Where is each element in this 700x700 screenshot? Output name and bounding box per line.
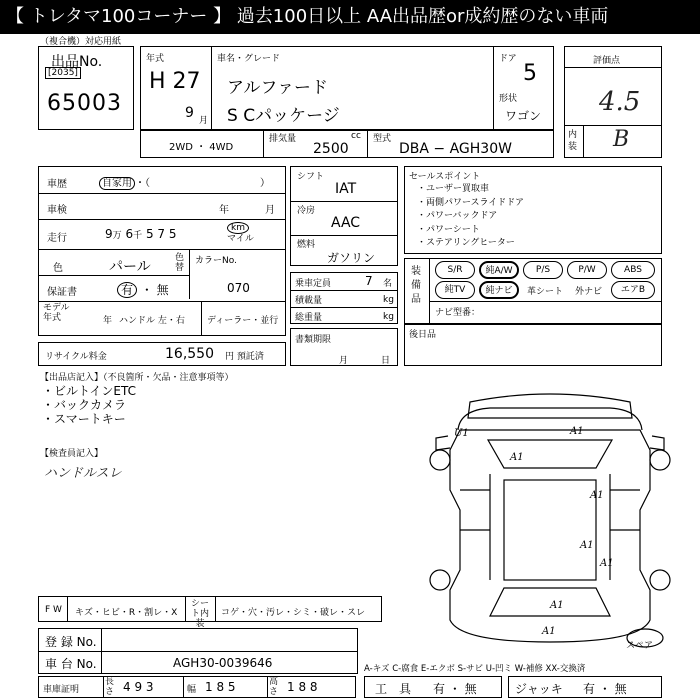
- registration-label: 登 録 No.: [45, 635, 97, 649]
- registration-box: [38, 628, 358, 674]
- tools-label: 工 具: [375, 682, 412, 696]
- displacement-value: 2500: [313, 141, 349, 157]
- mileage-sen-unit: 千: [133, 231, 143, 241]
- color-value: パール: [109, 259, 151, 275]
- lot-label: 出品No.: [51, 54, 103, 70]
- mark-label: A1: [590, 490, 604, 501]
- displacement-unit: cc: [351, 131, 361, 141]
- mark-label: A1: [542, 626, 556, 637]
- tools-value: 有 ・ 無: [433, 682, 477, 696]
- warranty-label: 保証書: [47, 287, 77, 298]
- sales-point: ・パワーバックドア: [417, 211, 498, 221]
- interior-label: 内装: [568, 130, 578, 152]
- ac-value: AAC: [331, 215, 361, 231]
- sales-point: ・パワーシート: [417, 224, 480, 235]
- paper-note: （複合機）対応用紙: [40, 37, 122, 47]
- retro-box: [404, 324, 662, 366]
- model-label: 型式: [373, 134, 392, 144]
- recycle-unit: 円 預託済: [225, 352, 264, 362]
- sales-title: セールスポイント: [409, 172, 481, 182]
- warranty-yes: 有: [117, 282, 137, 298]
- inspector-note: ハンドルスレ: [44, 466, 122, 481]
- jack-label: ジャッキ: [515, 682, 563, 696]
- model-value: DBA − AGH30W: [399, 141, 512, 157]
- mileage-ten-thousands: 9: [105, 227, 113, 241]
- vehicle-detail-box: [38, 166, 286, 336]
- door-value: 5: [523, 61, 537, 86]
- car-name: アルファード: [227, 78, 328, 98]
- equip-alloy-wheels: 純A/W: [479, 261, 519, 279]
- mileage-mile: マイル: [227, 234, 254, 244]
- year-era: H: [149, 69, 166, 94]
- equipment-label: 装備品: [411, 266, 421, 305]
- inspection-month: 月: [265, 205, 275, 216]
- front-bumper-shape: [468, 394, 632, 418]
- history-label: 車歴: [47, 179, 67, 190]
- fw-items: キズ・ヒビ・R・割レ・X: [75, 608, 178, 618]
- year-value: 27: [172, 69, 201, 94]
- dealer-type: ディーラー・並行: [207, 316, 279, 326]
- displacement-label: 排気量: [269, 134, 297, 144]
- vehicle-header: [140, 46, 554, 130]
- sales-point: ・両側パワースライドドア: [417, 197, 525, 208]
- shift-label: シフト: [297, 172, 325, 182]
- fuel-value: ガソリン: [327, 251, 376, 265]
- navi-model-label: ナビ型番：: [435, 308, 481, 318]
- grade: S Cパッケージ: [227, 106, 340, 126]
- name-label: 車名・グレード: [217, 54, 281, 64]
- capacity-unit: 名: [383, 279, 393, 289]
- equip-leather: 革シート: [527, 287, 564, 297]
- garage-cert-label: 車庫証明: [43, 685, 80, 695]
- equip-airbag: エアB: [611, 281, 655, 299]
- fw-label: F W: [45, 605, 62, 615]
- load-unit: kg: [383, 295, 394, 305]
- mark-label: A1: [580, 540, 594, 551]
- width-label: 幅: [187, 685, 197, 695]
- color-no-label: カラーNo.: [195, 256, 237, 266]
- dimensions-row: [38, 676, 356, 698]
- mark-label: A1: [550, 600, 564, 611]
- length-value: 4 9 3: [123, 680, 154, 694]
- mark-label: A1: [600, 558, 614, 569]
- inspector-title: 【検査員記入】: [40, 449, 104, 459]
- capacity-box: [290, 272, 398, 324]
- mark-label: A1: [510, 452, 524, 463]
- rating-label: 評価点: [593, 56, 621, 66]
- chassis-value: AGH30-0039646: [173, 656, 273, 670]
- mileage-km: km: [227, 222, 249, 234]
- equip-power-windows: P/W: [567, 261, 607, 279]
- banner-title: 【 トレタマ100コーナー 】 過去100日以上 AA出品歴or成約歴のない車両: [0, 0, 700, 34]
- mark-label: A1: [570, 426, 584, 437]
- sales-point: ・ステアリングヒーター: [417, 238, 515, 248]
- interior-value: B: [613, 127, 630, 152]
- note-item: ・スマートキー: [42, 412, 126, 426]
- weight-label: 総重量: [295, 313, 323, 323]
- history-value: 自家用: [99, 177, 135, 190]
- note-item: ・バックカメラ: [42, 398, 127, 412]
- rating-box: [564, 46, 662, 158]
- retro-label: 後日品: [409, 330, 437, 340]
- lot-box: [38, 46, 134, 130]
- door-label: ドア: [499, 54, 517, 64]
- ac-label: 冷房: [297, 206, 316, 216]
- lot-sub: [2035]: [45, 67, 81, 79]
- height-value: 1 8 8: [287, 680, 318, 694]
- notes-title: 【出品店記入】（不良箇所・欠品・注意事項等）: [40, 373, 234, 383]
- mileage-thousands: 6: [125, 227, 134, 241]
- inspection-year: 年: [219, 205, 229, 216]
- recycle-label: リサイクル料金: [45, 352, 107, 362]
- mark-label: U1: [454, 428, 469, 439]
- equip-sunroof: S/R: [435, 261, 475, 279]
- seat-items: コゲ・穴・汚レ・シミ・破レ・スレ: [221, 608, 366, 618]
- warranty-no: ・ 無: [140, 283, 169, 297]
- shape-value: ワゴン: [505, 109, 542, 123]
- color-no-value: 070: [227, 281, 250, 295]
- model-year-label: モデル年式: [43, 303, 70, 323]
- sales-point: ・ユーザー買取車: [417, 184, 490, 194]
- tools-box: [364, 676, 502, 698]
- history-rest: ・（ ）: [135, 178, 270, 189]
- length-label: 長さ: [105, 677, 115, 697]
- docs-box: [290, 328, 398, 366]
- mileage-label: 走行: [47, 233, 67, 244]
- jack-value: 有 ・ 無: [583, 682, 627, 696]
- weight-unit: kg: [383, 312, 394, 322]
- drivetrain-box: [290, 166, 398, 266]
- docs-month: 月: [339, 356, 349, 366]
- recycle-box: [38, 342, 286, 366]
- drive-type: 2WD ・ 4WD: [169, 142, 234, 153]
- sales-points-box: [404, 166, 662, 254]
- width-value: 1 8 5: [205, 680, 236, 694]
- rating-value: 4.5: [599, 87, 641, 117]
- capacity-label: 乗車定員: [295, 279, 332, 289]
- equip-abs: ABS: [611, 261, 655, 279]
- shift-value: IAT: [335, 181, 357, 197]
- equip-tv: 純TV: [435, 281, 475, 299]
- mileage-digits: 5 7 5: [145, 227, 177, 241]
- month-unit: 月: [199, 116, 209, 126]
- equip-power-steering: P/S: [523, 261, 563, 279]
- inspection-label: 車検: [47, 205, 67, 216]
- damage-legend: A-キズ C-腐食 E-エクボ S-サビ U-凹ミ W-補修 XX-交換済: [364, 664, 586, 674]
- equip-ext-navi: 外ナビ: [575, 287, 603, 297]
- note-item: ・ビルトインETC: [42, 384, 136, 398]
- handle-side: ハンドル 左・右: [119, 316, 185, 326]
- color-label: 色: [53, 263, 63, 274]
- seat-label: シート内装: [190, 599, 209, 629]
- damage-diagram: [400, 380, 700, 650]
- sales-list: [417, 183, 524, 251]
- equip-navi: 純ナビ: [479, 281, 519, 299]
- spare-label: スペア: [626, 641, 654, 650]
- fuel-label: 燃料: [297, 240, 316, 250]
- model-year-unit: 年: [103, 316, 113, 326]
- month-value: 9: [185, 105, 194, 121]
- windshield-seat-row: [38, 596, 382, 629]
- shape-label: 形状: [499, 94, 518, 104]
- spec-row: [140, 130, 554, 158]
- jack-box: [508, 676, 662, 698]
- equipment-box: [404, 258, 662, 324]
- notes-list: [42, 384, 136, 426]
- height-label: 高さ: [269, 677, 279, 697]
- year-label: 年式: [146, 54, 165, 64]
- load-label: 積載量: [295, 296, 323, 306]
- color-change: 色替: [175, 253, 185, 273]
- capacity-value: 7: [365, 274, 373, 288]
- docs-label: 書類期限: [295, 335, 332, 345]
- docs-day: 日: [381, 356, 391, 366]
- chassis-label: 車 台 No.: [45, 657, 97, 671]
- recycle-value: 16,550: [165, 346, 214, 362]
- mileage-man-unit: 万: [112, 231, 122, 241]
- lot-number: 65003: [47, 91, 122, 116]
